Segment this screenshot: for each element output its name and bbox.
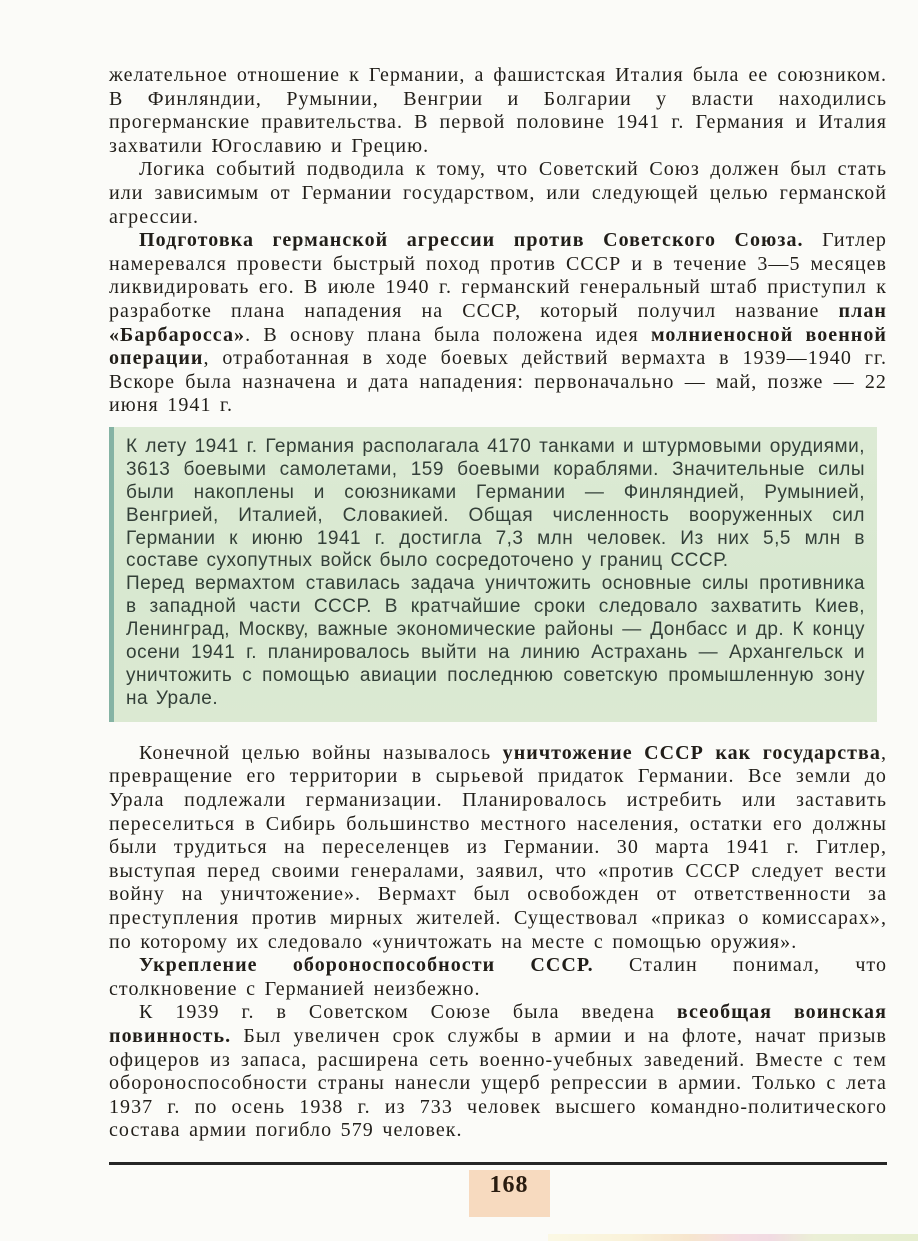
text-run: К 1939 г. в Советском Союзе была введена bbox=[139, 1001, 677, 1024]
body-paragraph-section-defense bbox=[109, 954, 887, 1001]
text-run: Логика событий подводила к тому, что Советский Союз должен был стать или зависимым от Германии государством, или следующей целью германской агрессии. bbox=[109, 158, 887, 228]
footer bbox=[109, 1170, 887, 1217]
statistics-infobox bbox=[109, 427, 877, 722]
body-text-column bbox=[109, 64, 887, 1143]
text-run: Конечной целью войны называлось bbox=[139, 741, 503, 764]
section-heading-run: Укрепление обороноспособности СССР. bbox=[139, 954, 594, 977]
bold-run: план «Барбаросса» bbox=[109, 299, 887, 346]
body-paragraph bbox=[109, 1001, 887, 1143]
bold-run: уничтожение СССР как государства bbox=[502, 741, 881, 764]
text-run: . В основу плана была положена идея bbox=[245, 323, 651, 346]
body-paragraph bbox=[109, 158, 887, 229]
footer-rule bbox=[109, 1162, 887, 1165]
bold-run: молниеносной военной операции bbox=[109, 323, 887, 370]
page-number: 168 bbox=[469, 1170, 550, 1217]
bold-run: всеобщая воинская повинность. bbox=[109, 1001, 887, 1047]
text-run: , отработанная в ходе боевых действий вермахта в 1939—1940 гг. Вскоре была назначена и дата нападения: первоначально — май, позже — 22 июня 1941 г. bbox=[109, 347, 887, 417]
text-run: Был увеличен срок службы в армии и на флоте, начат призыв офицеров из запаса, расширена сеть военно-учебных заведений. Вместе с тем обороноспособности страны нанесли ущерб репрессии в армии. Только с лета 1937 г. по осень 1938 г. из 733 человек высшего командно-политического состава армии погибло 579 человек. bbox=[109, 1024, 887, 1142]
scan-edge-artifact bbox=[548, 1234, 918, 1241]
body-paragraph-section-barbarossa bbox=[109, 229, 887, 418]
text-run: Сталин понимал, что столкновение с Германией неизбежно. bbox=[109, 954, 888, 1000]
body-paragraph-continuation bbox=[109, 64, 887, 158]
infobox-paragraph: Перед вермахтом ставилась задача уничтожить основные силы противника в западной части СССР. В кратчайшие сроки следовало захватить Киев, Ленинград, Москву, важные экономические районы — Донбасс и др. К концу осени 1941 г. планировалось выйти на линию Астрахань — Архангельск и уничтожить с помощью авиации последнюю советскую промышленную зону на Урале. bbox=[126, 573, 865, 709]
text-run: Гитлер намеревался провести быстрый поход против СССР и в течение 3—5 месяцев ликвидировать его. В июле 1940 г. германский генеральный штаб приступил к разработке плана нападения на СССР, который получил название bbox=[109, 229, 887, 322]
section-heading-run: Подготовка германской агрессии против Советского Союза. bbox=[139, 229, 804, 252]
text-run: , превращение его территории в сырьевой придаток Германии. Все земли до Урала подлежали германизации. Планировалось истребить или заставить переселиться в Сибирь большинство местного населения, остатки его должны были трудиться на переселенцев из Германии. 30 марта 1941 г. Гитлер, выступая перед своими генералами, заявил, что «против СССР следует вести войну на уничтожение». Вермахт был освобожден от ответственности за преступления против мирных жителей. Существовал «приказ о комиссарах», по которому их следовало «уничтожать на месте с помощью оружия». bbox=[109, 741, 888, 953]
text-run: желательное отношение к Германии, а фашистская Италия была ее союзником. В Финляндии, Румынии, Венгрии и Болгарии у власти находились прогерманские правительства. В первой половине 1941 г. Германия и Италия захватили Югославию и Грецию. bbox=[109, 64, 887, 157]
infobox-paragraph: К лету 1941 г. Германия располагала 4170 танками и штурмовыми орудиями, 3613 боевыми самолетами, 159 боевыми кораблями. Значительные силы были накоплены и союзниками Германии — Финляндией, Румынией, Венгрией, Италией, Словакией. Общая численность вооруженных сил Германии к июню 1941 г. достигла 7,3 млн человек. Из них 5,5 млн в составе сухопутных войск было сосредоточено у границ СССР. bbox=[126, 435, 865, 572]
body-paragraph bbox=[109, 742, 887, 954]
